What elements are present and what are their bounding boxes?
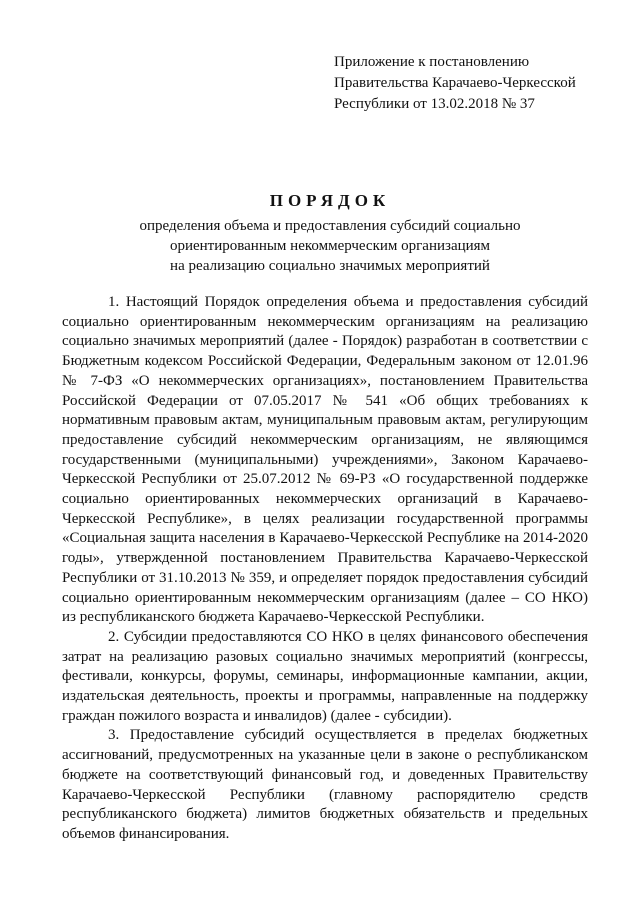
paragraph-2: 2. Субсидии предоставляются СО НКО в целях финансового обеспечения затрат на реализацию разовых социально значимых мероприятий (конгрессы, фестивали, конкурсы, форумы, семинары, информационные кампании, акции, издательская деятельность, проекты и программы, направленные на поддержку граждан пожилого возраста и инвалидов) (далее - субсидии). xyxy=(62,628,588,724)
paragraph-3: 3. Предоставление субсидий осуществляется в пределах бюджетных ассигнований, предусмотренных на указанные цели в законе о республиканском бюджете на соответствующий финансовый год, и доведенных Правительству Карачаево-Черкесской Республики (главному распорядителю средств республиканского бюджета) лимитов бюджетных обязательств и предельных объемов финансирования. xyxy=(62,727,588,842)
annex-line: Республики от 13.02.2018 № 37 xyxy=(334,96,535,112)
title-block xyxy=(60,190,600,276)
annex-line: Правительства Карачаево-Черкесской xyxy=(334,75,576,91)
annex-block xyxy=(334,52,624,115)
paragraph-1: 1. Настоящий Порядок определения объема и предоставления субсидий социально ориентированным некоммерческим организациям на реализацию социально значимых мероприятий (далее - Порядок) разработан в соответствии с Бюджетным кодексом Российской Федерации, Федеральным законом от 12.01.96 № 7-ФЗ «О некоммерческих организациях», постановлением Правительства Российской Федерации от 07.05.2017 № 541 «Об общих требованиях к нормативным правовым актам, муниципальным правовым актам, регулирующим предоставление субсидий некоммерческим организациям, не являющимся государственными (муниципальными) учреждениями», Законом Карачаево-Черкесской Республики от 25.07.2012 № 69-РЗ «О государственной поддержке социально ориентированных некоммерческих организаций в Карачаево-Черкесской Республике», в целях реализации государственной программы «Социальная защита населения в Карачаево-Черкесской Республике на 2014-2020 годы», утвержденной постановлением Правительства Карачаево-Черкесской Республики от 31.10.2013 № 359, и определяет порядок предоставления субсидий социально ориентированным некоммерческим организациям (далее – СО НКО) из республиканского бюджета Карачаево-Черкесской Республики. xyxy=(62,294,588,626)
document-body xyxy=(62,293,588,845)
document-title: ПОРЯДОК xyxy=(269,191,391,210)
document-subtitle-line: на реализацию социально значимых мероприятий xyxy=(170,258,490,274)
annex-line: Приложение к постановлению xyxy=(334,54,530,70)
document-subtitle-line: определения объема и предоставления субсидий социально xyxy=(139,218,521,234)
document-subtitle-line: ориентированным некоммерческим организациям xyxy=(169,238,491,254)
